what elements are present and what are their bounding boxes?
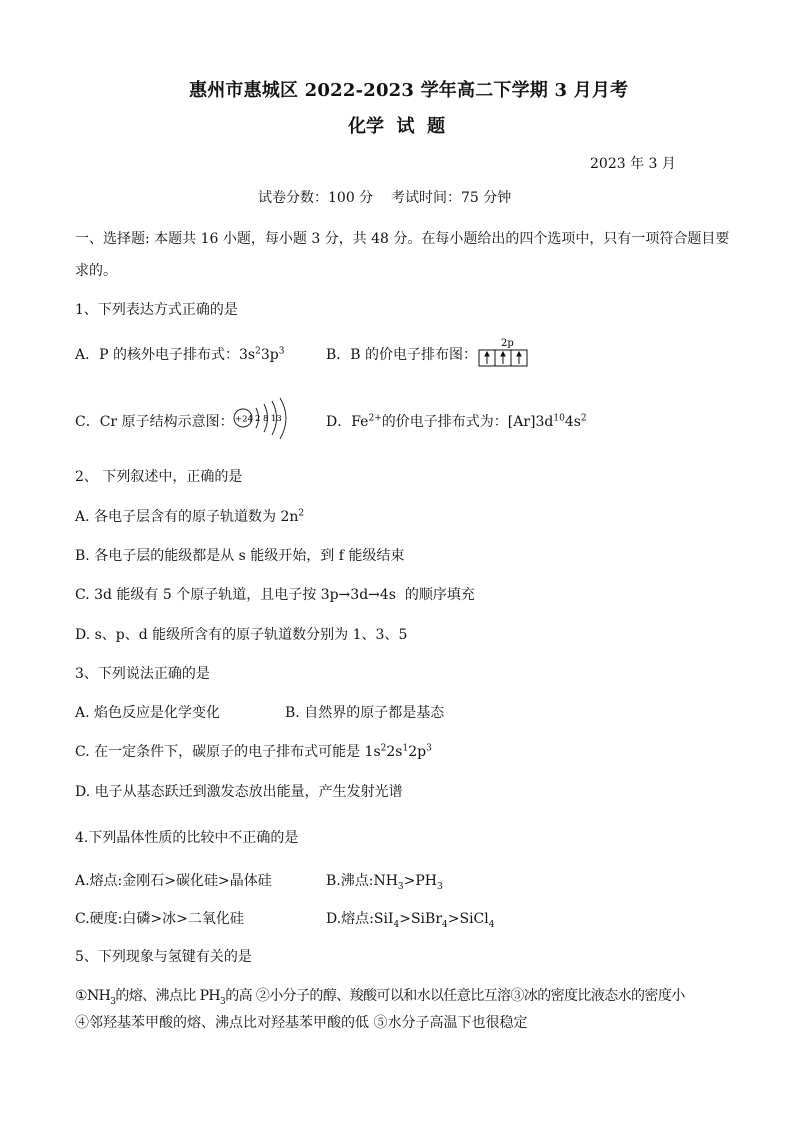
exam-title: 惠州市惠城区 2022-2023 学年高二下学期 3 月月考 <box>189 80 629 101</box>
q2-option-d: D. s、p、d 能级所含有的原子轨道数分别为 1、3、5 <box>75 627 408 643</box>
orbital-diagram-2p <box>477 336 533 370</box>
question-3-stem: 3、下列说法正确的是 <box>75 666 210 682</box>
section-intro-line1: 一、选择题: 本题共 16 小题，每小题 3 分，共 48 分。在每小题给出的四个选项中，只有一项符合题目要 <box>75 231 730 247</box>
exam-subject: 化学 试 题 <box>348 116 446 137</box>
q3-option-a: A. 焰色反应是化学变化 <box>75 705 221 721</box>
q3-option-d: D. 电子从基态跃迁到激发态放出能量，产生发射光谱 <box>75 784 403 800</box>
nucleus-charge: +24 <box>235 414 253 425</box>
question-2-stem: 2、 下列叙述中，正确的是 <box>75 469 243 485</box>
shell-electrons-1: 2 <box>255 414 261 424</box>
section-intro-line2: 求的。 <box>75 263 117 279</box>
q2-option-c: C. 3d 能级有 5 个原子轨道，且电子按 3p→3d→4s 的顺序填充 <box>75 587 475 603</box>
shell-electrons-2: 8 <box>263 414 269 424</box>
orbital-label: 2p <box>501 338 514 349</box>
q1-option-b: B．B 的价电子排布图： <box>326 347 478 363</box>
q4-option-d: D.熔点:SiI$_4$>SiBr$_4$>SiCl$_4$ <box>326 911 495 930</box>
up-arrow-icon <box>501 352 505 364</box>
q1-option-d: D．$Fe^{2+}$的价电子排布式为：$[Ar]3d^{10}4s^2$ <box>326 413 587 430</box>
atomic-structure-diagram <box>232 396 294 442</box>
q4-option-a: A.熔点:金刚石>碳化硅>晶体硅 <box>75 873 272 889</box>
q3-option-c: C. 在一定条件下，碳原子的电子排布式可能是 $1s^22s^12p^3$ <box>75 743 432 760</box>
q5-statements-line2: ④邻羟基苯甲酸的熔、沸点比对羟基苯甲酸的低 ⑤水分子高温下也很稳定 <box>75 1015 528 1031</box>
q4-option-b: B.沸点$:NH_3>PH_3$ <box>326 873 443 892</box>
exam-date: 2023 年 3 月 <box>590 156 676 172</box>
score-and-time: 试卷分数：100 分 考试时间：75 分钟 <box>258 190 512 206</box>
q1-option-c: C．Cr 原子结构示意图： <box>75 414 234 430</box>
q2-option-a: A. 各电子层含有的原子轨道数为 $2n^2$ <box>75 508 305 525</box>
question-1-stem: 1、下列表达方式正确的是 <box>75 302 238 318</box>
q2-option-b: B. 各电子层的能级都是从 s 能级开始，到 f 能级结束 <box>75 548 405 564</box>
q1-option-a: A．P 的核外电子排布式：$3s^23p^3$ <box>75 346 285 363</box>
q4-option-c: C.硬度:白磷>冰>二氧化硅 <box>75 911 244 927</box>
q3-option-b: B. 自然界的原子都是基态 <box>285 705 445 721</box>
q5-statements-line1: $①NH_3$的熔、沸点比 $PH_3$的高 ②小分子的醇、羧酸可以和水以任意比互溶③冰的密度比液态水的密度小 <box>75 988 685 1007</box>
up-arrow-icon <box>517 352 521 364</box>
question-5-stem: 5、下列现象与氢键有关的是 <box>75 949 252 965</box>
up-arrow-icon <box>485 352 489 364</box>
shell-electrons-3: 13 <box>271 414 282 424</box>
question-4-stem: 4.下列晶体性质的比较中不正确的是 <box>75 830 299 846</box>
